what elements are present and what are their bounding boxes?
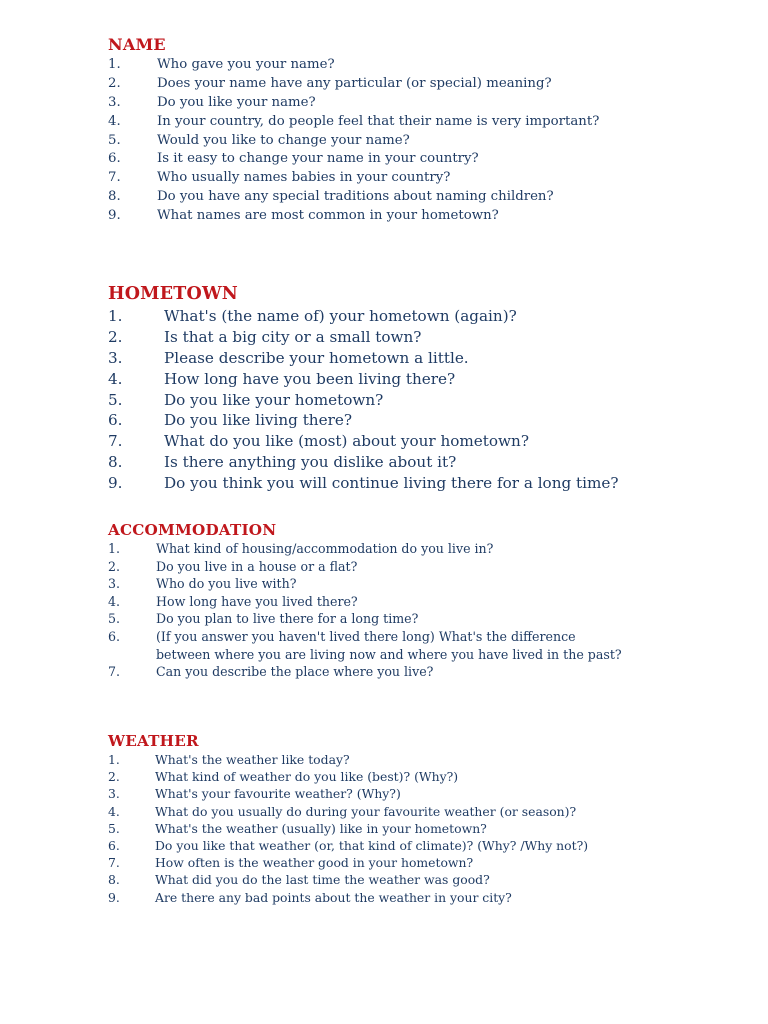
item-text: Is that a big city or a small town? — [164, 327, 422, 346]
list-item — [108, 207, 748, 226]
item-text: What's the weather like today? — [155, 752, 350, 767]
item-text: Who do you live with? — [156, 576, 297, 592]
item-number: 2. — [108, 769, 120, 785]
item-text: Do you like your hometown? — [164, 390, 384, 409]
question-list — [108, 751, 748, 906]
item-text: What kind of weather do you like (best)? (Why?) — [155, 769, 459, 785]
item-text: What's (the name of) your hometown (again)? — [164, 307, 517, 325]
section-hometown — [108, 282, 748, 494]
item-text: Do you have any special traditions about naming children? — [157, 189, 554, 205]
item-text: Can you describe the place where you live? — [156, 664, 434, 680]
item-number: 1. — [108, 307, 123, 325]
item-number: 3. — [108, 576, 121, 592]
list-item — [108, 75, 748, 94]
section-accommodation — [108, 520, 748, 681]
list-item — [108, 306, 748, 327]
item-text: What names are most common in your hometown? — [157, 208, 499, 224]
item-number: 2. — [108, 327, 123, 346]
list-item — [108, 169, 748, 188]
item-text: Is there anything you dislike about it? — [164, 453, 457, 472]
list-item — [108, 132, 748, 151]
item-number: 4. — [108, 113, 121, 129]
item-number: 4. — [108, 369, 123, 388]
question-list — [108, 56, 748, 226]
item-text: Do you like living there? — [164, 411, 352, 430]
item-text: What's the weather (usually) like in your hometown? — [155, 820, 487, 836]
list-item — [108, 188, 748, 207]
list-item — [108, 593, 748, 611]
item-number: 6. — [108, 628, 121, 644]
item-number: 1. — [108, 57, 121, 72]
item-number: 1. — [108, 541, 121, 556]
item-number: 2. — [108, 75, 121, 91]
item-text: What do you usually do during your favourite weather (or season)? — [155, 803, 577, 819]
section-heading: ACCOMMODATION — [108, 521, 277, 539]
item-text: What kind of housing/accommodation do you live in? — [156, 541, 494, 556]
item-text: Do you like your name? — [157, 94, 316, 110]
item-number: 8. — [108, 453, 123, 472]
item-text: Who usually names babies in your country? — [157, 170, 451, 186]
item-text: In your country, do people feel that their name is very important? — [157, 113, 600, 129]
list-item — [108, 150, 748, 169]
list-item — [108, 56, 748, 75]
item-text: Do you live in a house or a flat? — [156, 558, 358, 574]
item-number: 5. — [108, 820, 120, 836]
item-number: 9. — [108, 208, 121, 224]
item-number: 8. — [108, 189, 121, 205]
item-text: Who gave you your name? — [157, 57, 335, 72]
list-item — [108, 854, 748, 871]
item-text: Would you like to change your name? — [157, 132, 410, 148]
question-list — [108, 306, 748, 494]
list-item — [108, 558, 748, 576]
list-item — [108, 94, 748, 113]
item-number: 1. — [108, 752, 120, 767]
list-item — [108, 348, 748, 369]
item-number: 3. — [108, 94, 121, 110]
item-number: 6. — [108, 837, 120, 853]
item-number: 7. — [108, 855, 120, 871]
item-text: How long have you been living there? — [164, 369, 456, 388]
list-item — [108, 820, 748, 837]
list-item — [108, 327, 748, 348]
section-heading: HOMETOWN — [108, 284, 239, 304]
list-item — [108, 751, 748, 768]
list-item — [108, 452, 748, 473]
list-item — [108, 473, 748, 494]
item-number: 9. — [108, 474, 123, 493]
list-item — [108, 575, 748, 593]
item-text: What did you do the last time the weather was good? — [155, 872, 490, 888]
list-item — [108, 431, 748, 452]
item-number: 3. — [108, 786, 120, 802]
list-item — [108, 803, 748, 820]
item-text-continued: between where you are living now and where you have lived in the past? — [156, 646, 622, 662]
list-item — [108, 889, 748, 906]
item-number: 7. — [108, 664, 121, 680]
item-number: 4. — [108, 803, 120, 819]
item-text: How often is the weather good in your hometown? — [155, 855, 474, 871]
item-text: Do you think you will continue living there for a long time? — [164, 474, 619, 493]
item-number: 7. — [108, 432, 123, 451]
list-item — [108, 540, 748, 558]
item-number: 5. — [108, 611, 121, 627]
item-text: (If you answer you haven't lived there long) What's the difference — [156, 628, 576, 644]
section-weather — [108, 731, 748, 906]
item-text: What's your favourite weather? (Why?) — [155, 786, 401, 802]
item-number: 5. — [108, 390, 123, 409]
list-item — [108, 113, 748, 132]
item-number: 4. — [108, 593, 121, 609]
item-number: 3. — [108, 348, 123, 367]
list-item — [108, 837, 748, 854]
item-number: 2. — [108, 558, 121, 574]
item-text: How long have you lived there? — [156, 593, 358, 609]
list-item — [108, 785, 748, 802]
item-number: 7. — [108, 170, 121, 186]
list-item — [108, 628, 748, 663]
item-text: Please describe your hometown a little. — [164, 348, 469, 367]
section-heading: NAME — [108, 35, 166, 54]
item-text: Are there any bad points about the weather in your city? — [155, 889, 512, 905]
item-text: Is it easy to change your name in your country? — [157, 151, 479, 167]
item-number: 6. — [108, 151, 121, 167]
list-item — [108, 610, 748, 628]
list-item — [108, 871, 748, 888]
item-text: Do you like that weather (or, that kind of climate)? (Why? /Why not?) — [155, 837, 589, 853]
item-number: 8. — [108, 872, 120, 888]
list-item — [108, 369, 748, 390]
item-number: 6. — [108, 411, 123, 430]
item-number: 5. — [108, 132, 121, 148]
item-text: Do you plan to live there for a long time? — [156, 611, 419, 627]
list-item — [108, 663, 748, 681]
item-text: What do you like (most) about your hometown? — [164, 432, 529, 451]
list-item — [108, 768, 748, 785]
section-heading: WEATHER — [108, 732, 199, 750]
question-list — [108, 540, 748, 681]
list-item — [108, 410, 748, 431]
list-item — [108, 390, 748, 411]
item-text: Does your name have any particular (or special) meaning? — [157, 75, 552, 91]
section-name — [108, 34, 748, 226]
item-number: 9. — [108, 889, 120, 905]
